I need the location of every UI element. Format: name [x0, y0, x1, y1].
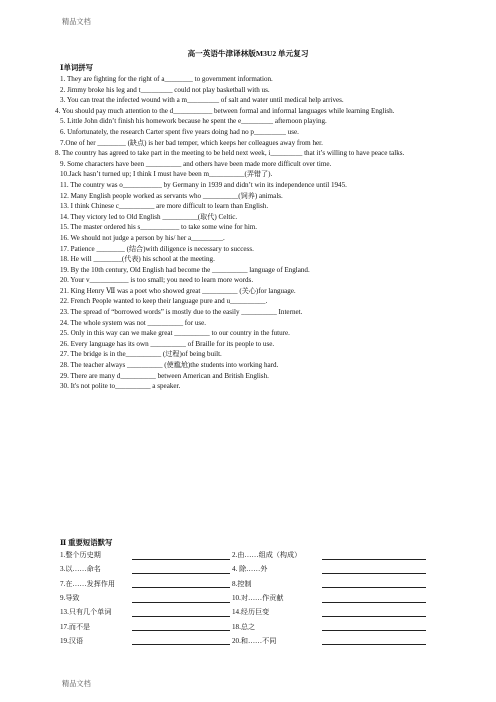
list-item: 22. French People wanted to keep their language pure and u__________. [60, 297, 268, 306]
answer-blank[interactable] [132, 622, 230, 631]
phrase-row [60, 605, 440, 619]
list-item: 24. The whole system was not __________ for use. [60, 318, 207, 327]
list-item: 10.Jack hasn’t turned up; I think I must have been m__________(弄错了). [60, 170, 273, 179]
worksheet-title: 高一英语牛津译林版M3U2 单元复习 [187, 49, 309, 58]
section-heading-spelling: Ⅰ单词拼写 [60, 63, 94, 72]
phrase-row [60, 577, 440, 591]
phrase-row [60, 562, 440, 576]
list-item: 4. You should pay much attention to the d___________ between formal and informal languages while learning English. [55, 106, 395, 115]
spelling-items-list [55, 74, 440, 392]
list-item: 9. Some characters have been __________ and others have been made more difficult over time. [60, 159, 332, 168]
phrase-label: 20.和……不同 [232, 636, 277, 645]
phrase-row [60, 548, 440, 562]
answer-blank[interactable] [322, 579, 426, 588]
list-item: 2. Jimmy broke his leg and t_________ could not play basketball with us. [60, 85, 270, 94]
answer-blank[interactable] [132, 579, 230, 588]
phrase-label: 7.在……发挥作用 [60, 579, 115, 588]
list-item: 5. Little John didn’t finish his homework because he spent the e_________ afternoon playing. [60, 117, 327, 126]
page-footer: 精品文档 [62, 680, 91, 688]
phrases-grid [60, 548, 440, 648]
list-item: 8. The country has agreed to take part in the meeting to be held next week, i_________ that it’s willing to have peace talks. [55, 149, 405, 158]
answer-blank[interactable] [322, 565, 426, 574]
phrase-label: 19.汉语 [60, 636, 84, 645]
list-item: 23. The spread of “borrowed words” is mostly due to the easily __________ Internet. [60, 308, 303, 317]
answer-blank[interactable] [132, 608, 230, 617]
answer-blank[interactable] [132, 636, 230, 645]
phrase-label: 3.以……命名 [60, 565, 101, 574]
list-item: 25. Only in this way can we make great __________ to our country in the future. [60, 329, 290, 338]
phrase-label: 10.对……作贡献 [232, 594, 284, 603]
phrase-label: 13.只有几个单词 [60, 608, 112, 617]
answer-blank[interactable] [322, 608, 426, 617]
list-item: 1. They are fighting for the right of a________ to government information. [60, 75, 273, 83]
list-item: 6. Unfortunately, the research Carter spent five years doing had no p_________ use. [60, 127, 299, 136]
list-item: 7.One of her ________ (缺点) is her bad temper, which keeps her colleagues away from her. [60, 138, 323, 147]
list-item: 17. Patience ________ (结合)with diligence is necessary to success. [60, 244, 254, 253]
answer-blank[interactable] [132, 565, 230, 574]
phrase-label: 8.控制 [232, 579, 252, 588]
list-item: 14. They victory led to Old English __________(取代) Celtic. [60, 212, 238, 221]
answer-blank[interactable] [322, 594, 426, 603]
phrase-label: 4. 除……外 [232, 565, 268, 574]
list-item: 19. By the 10th century, Old English had become the __________ language of England. [60, 265, 310, 274]
answer-blank[interactable] [322, 636, 426, 645]
list-item: 18. He will ________(代表) his school at the meeting. [60, 255, 215, 264]
phrase-row [60, 619, 440, 633]
phrase-label: 9.导致 [60, 594, 80, 603]
answer-blank[interactable] [322, 622, 426, 631]
list-item: 20. Your v___________ is too small; you need to learn more words. [60, 276, 254, 285]
list-item: 13. I think Chinese c__________ are more difficult to learn than English. [60, 202, 269, 211]
phrase-label: 17.而不是 [60, 622, 91, 631]
list-item: 26. Every language has its own __________ of Braille for its people to use. [60, 339, 275, 348]
phrase-label: 1.整个历史期 [60, 551, 101, 560]
list-item: 30. It's not polite to__________ a speaker. [60, 382, 181, 391]
list-item: 16. We should not judge a person by his/ her a_________. [60, 233, 225, 242]
list-item: 27. The bridge is in the__________ (过程)of being built. [60, 350, 222, 359]
phrase-row [60, 591, 440, 605]
list-item: 12. Many English people worked as servants who __________(饲养) animals. [60, 191, 283, 200]
section-heading-phrases: Ⅱ 重要短语默写 [60, 538, 113, 547]
list-item: 29. There are many d__________ between American and British English. [60, 371, 269, 380]
list-item: 21. King Henry Ⅶ was a poet who showed great __________ (关心)for language. [60, 286, 296, 295]
phrase-row [60, 634, 440, 648]
list-item: 11. The country was o___________ by Germany in 1939 and didn’t win its independence until 1945. [60, 180, 347, 189]
phrase-label: 18.总之 [232, 622, 256, 631]
answer-blank[interactable] [132, 551, 230, 560]
phrase-label: 14.经历巨变 [232, 608, 270, 617]
list-item: 28. The teacher always __________ (使尴尬)the students into working hard. [60, 361, 279, 370]
list-item: 15. The master ordered his s___________ to take some wine for him. [60, 223, 258, 232]
answer-blank[interactable] [132, 594, 230, 603]
list-item: 3. You can treat the infected wound with a m_________ of salt and water until medical help arrives. [60, 96, 344, 105]
answer-blank[interactable] [322, 551, 426, 560]
phrase-label: 2.由……组成（构成） [232, 551, 302, 560]
page-header: 精品文档 [62, 18, 91, 26]
